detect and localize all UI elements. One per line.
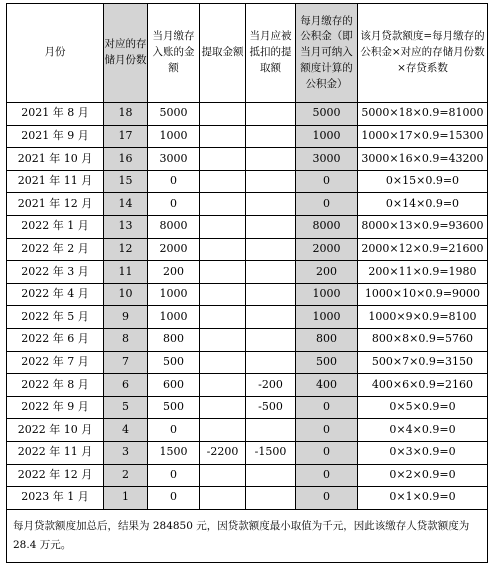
loan-quota-cell: 0×15×0.9=0 [358,170,488,193]
deposit-cell: 800 [148,328,200,351]
table-row [7,170,488,193]
deducted-cell [246,419,296,442]
storage-months-cell: 5 [104,396,148,419]
storage-months-cell: 15 [104,170,148,193]
storage-months-cell: 16 [104,148,148,171]
storage-months-cell: 6 [104,374,148,397]
withdrawal-cell [200,328,246,351]
loan-quota-cell: 200×11×0.9=1980 [358,261,488,284]
header-storage-months: 对应的存储月份数 [104,4,148,103]
loan-quota-cell: 0×3×0.9=0 [358,441,488,464]
loan-quota-cell: 0×2×0.9=0 [358,464,488,487]
month-cell: 2021 年 10 月 [7,148,104,171]
loan-quota-table [6,3,488,563]
storage-months-cell: 8 [104,328,148,351]
loan-quota-cell: 5000×18×0.9=81000 [358,103,488,126]
monthly-fund-cell: 800 [296,328,358,351]
monthly-fund-cell: 0 [296,419,358,442]
monthly-fund-cell: 0 [296,170,358,193]
monthly-fund-cell: 2000 [296,238,358,261]
table-row [7,193,488,216]
withdrawal-cell [200,261,246,284]
month-cell: 2022 年 10 月 [7,419,104,442]
loan-quota-cell: 500×7×0.9=3150 [358,351,488,374]
table-row [7,103,488,126]
month-cell: 2022 年 11 月 [7,441,104,464]
month-cell: 2022 年 8 月 [7,374,104,397]
month-cell: 2022 年 6 月 [7,328,104,351]
monthly-fund-cell: 0 [296,441,358,464]
summary-note: 每月贷款额度加总后，结果为 284850 元，因贷款额度最小取值为千元，因此该缴存人贷款额度为 28.4 万元。 [7,509,488,562]
deducted-cell [246,170,296,193]
table-row [7,283,488,306]
deposit-cell: 200 [148,261,200,284]
withdrawal-cell [200,103,246,126]
deducted-cell [246,306,296,329]
monthly-fund-cell: 8000 [296,215,358,238]
storage-months-cell: 7 [104,351,148,374]
deducted-cell [246,261,296,284]
storage-months-cell: 13 [104,215,148,238]
table-row [7,238,488,261]
deducted-cell [246,487,296,510]
deducted-cell [246,103,296,126]
loan-quota-cell: 3000×16×0.9=43200 [358,148,488,171]
deducted-cell: -500 [246,396,296,419]
month-cell: 2021 年 11 月 [7,170,104,193]
monthly-fund-cell: 500 [296,351,358,374]
monthly-fund-cell: 1000 [296,125,358,148]
header-month: 月份 [7,4,104,103]
loan-quota-table-container [6,3,487,563]
withdrawal-cell [200,351,246,374]
deposit-cell: 1000 [148,306,200,329]
deposit-cell: 500 [148,351,200,374]
storage-months-cell: 18 [104,103,148,126]
deposit-cell: 0 [148,193,200,216]
month-cell: 2022 年 4 月 [7,283,104,306]
monthly-fund-cell: 5000 [296,103,358,126]
loan-quota-cell: 0×1×0.9=0 [358,487,488,510]
withdrawal-cell [200,170,246,193]
loan-quota-cell: 8000×13×0.9=93600 [358,215,488,238]
deducted-cell [246,238,296,261]
withdrawal-cell [200,419,246,442]
loan-quota-cell: 1000×17×0.9=15300 [358,125,488,148]
month-cell: 2022 年 3 月 [7,261,104,284]
table-row [7,148,488,171]
monthly-fund-cell: 0 [296,464,358,487]
monthly-fund-cell: 0 [296,193,358,216]
deposit-cell: 1500 [148,441,200,464]
header-deducted-withdrawal: 当月应被抵扣的提取额 [246,4,296,103]
month-cell: 2022 年 12 月 [7,464,104,487]
loan-quota-cell: 2000×12×0.9=21600 [358,238,488,261]
month-cell: 2022 年 9 月 [7,396,104,419]
deposit-cell: 2000 [148,238,200,261]
monthly-fund-cell: 1000 [296,283,358,306]
deducted-cell [246,351,296,374]
loan-quota-cell: 0×4×0.9=0 [358,419,488,442]
header-withdrawal-amount: 提取金额 [200,4,246,103]
withdrawal-cell [200,306,246,329]
table-row [7,419,488,442]
note-row [7,509,488,562]
storage-months-cell: 17 [104,125,148,148]
loan-quota-cell: 400×6×0.9=2160 [358,374,488,397]
withdrawal-cell [200,283,246,306]
deposit-cell: 5000 [148,103,200,126]
deposit-cell: 0 [148,487,200,510]
header-row [7,4,488,103]
month-cell: 2021 年 9 月 [7,125,104,148]
withdrawal-cell [200,215,246,238]
storage-months-cell: 10 [104,283,148,306]
month-cell: 2021 年 8 月 [7,103,104,126]
deposit-cell: 1000 [148,125,200,148]
deducted-cell [246,215,296,238]
month-cell: 2023 年 1 月 [7,487,104,510]
monthly-fund-cell: 3000 [296,148,358,171]
deposit-cell: 8000 [148,215,200,238]
month-cell: 2022 年 7 月 [7,351,104,374]
deducted-cell: -200 [246,374,296,397]
withdrawal-cell [200,148,246,171]
withdrawal-cell: -2200 [200,441,246,464]
header-deposit-amount: 当月缴存入账的金额 [148,4,200,103]
month-cell: 2022 年 5 月 [7,306,104,329]
deducted-cell [246,148,296,171]
loan-quota-cell: 0×5×0.9=0 [358,396,488,419]
loan-quota-cell: 0×14×0.9=0 [358,193,488,216]
deposit-cell: 0 [148,419,200,442]
header-monthly-loan-quota: 该月贷款额度=每月缴存的公积金×对应的存储月份数×存贷系数 [358,4,488,103]
deposit-cell: 600 [148,374,200,397]
deducted-cell [246,283,296,306]
deposit-cell: 3000 [148,148,200,171]
table-row [7,306,488,329]
monthly-fund-cell: 0 [296,487,358,510]
withdrawal-cell [200,238,246,261]
deposit-cell: 500 [148,396,200,419]
table-row [7,261,488,284]
month-cell: 2022 年 1 月 [7,215,104,238]
monthly-fund-cell: 0 [296,396,358,419]
table-row [7,464,488,487]
storage-months-cell: 14 [104,193,148,216]
table-row [7,396,488,419]
deducted-cell [246,328,296,351]
loan-quota-cell: 1000×10×0.9=9000 [358,283,488,306]
storage-months-cell: 2 [104,464,148,487]
table-body [7,103,488,510]
monthly-fund-cell: 1000 [296,306,358,329]
deducted-cell [246,464,296,487]
storage-months-cell: 9 [104,306,148,329]
storage-months-cell: 11 [104,261,148,284]
deposit-cell: 1000 [148,283,200,306]
table-row [7,374,488,397]
header-monthly-fund: 每月缴存的公积金（即当月可纳入额度计算的公积金） [296,4,358,103]
table-row [7,215,488,238]
storage-months-cell: 3 [104,441,148,464]
storage-months-cell: 1 [104,487,148,510]
table-row [7,125,488,148]
month-cell: 2021 年 12 月 [7,193,104,216]
withdrawal-cell [200,396,246,419]
deposit-cell: 0 [148,464,200,487]
table-row [7,487,488,510]
storage-months-cell: 12 [104,238,148,261]
storage-months-cell: 4 [104,419,148,442]
table-row [7,328,488,351]
withdrawal-cell [200,193,246,216]
deducted-cell [246,193,296,216]
deducted-cell [246,125,296,148]
loan-quota-cell: 1000×9×0.9=8100 [358,306,488,329]
monthly-fund-cell: 200 [296,261,358,284]
table-row [7,351,488,374]
monthly-fund-cell: 400 [296,374,358,397]
month-cell: 2022 年 2 月 [7,238,104,261]
table-row [7,441,488,464]
deposit-cell: 0 [148,170,200,193]
withdrawal-cell [200,464,246,487]
withdrawal-cell [200,125,246,148]
withdrawal-cell [200,487,246,510]
withdrawal-cell [200,374,246,397]
deducted-cell: -1500 [246,441,296,464]
loan-quota-cell: 800×8×0.9=5760 [358,328,488,351]
